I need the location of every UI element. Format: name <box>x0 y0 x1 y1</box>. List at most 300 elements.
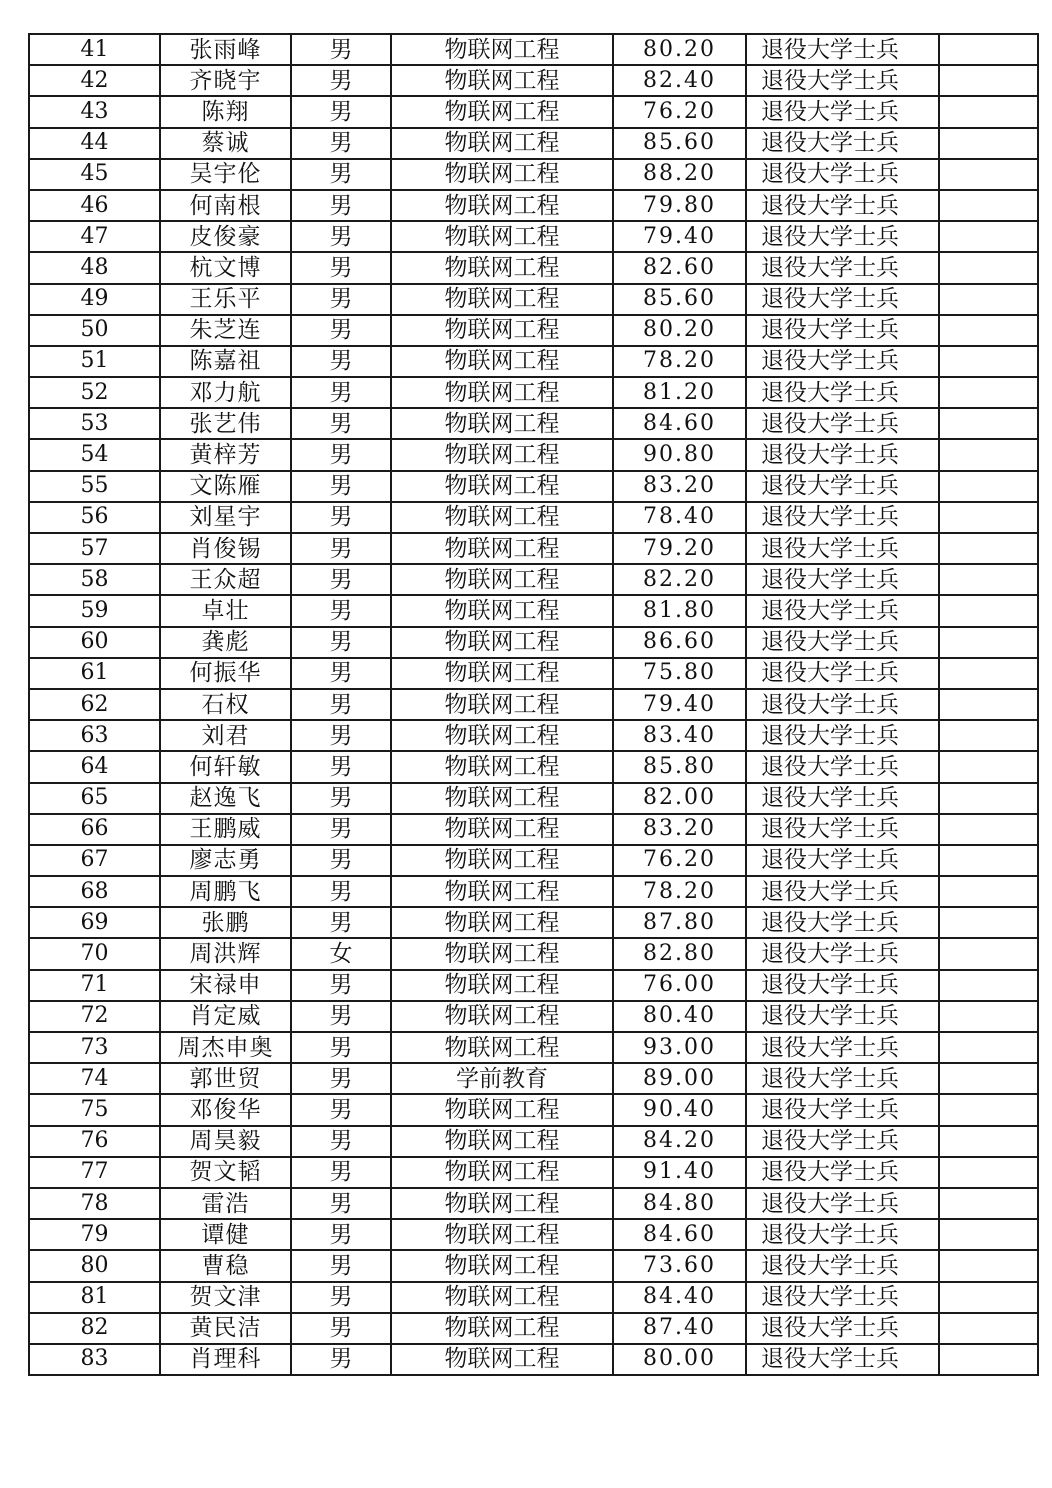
cell-category: 退役大学士兵 <box>746 658 939 689</box>
cell-category: 退役大学士兵 <box>746 1157 939 1188</box>
table-row <box>29 1313 1038 1344</box>
cell-number: 52 <box>29 377 160 408</box>
cell-name: 周杰申奥 <box>160 1032 291 1063</box>
cell-score: 80.00 <box>613 1344 746 1375</box>
cell-number: 64 <box>29 751 160 782</box>
cell-number: 48 <box>29 252 160 283</box>
cell-category: 退役大学士兵 <box>746 627 939 658</box>
cell-category: 退役大学士兵 <box>746 1001 939 1032</box>
cell-remark <box>939 1126 1038 1157</box>
cell-major: 物联网工程 <box>391 1001 613 1032</box>
table-row <box>29 1157 1038 1188</box>
cell-category: 退役大学士兵 <box>746 533 939 564</box>
cell-gender: 男 <box>291 1157 391 1188</box>
cell-score: 93.00 <box>613 1032 746 1063</box>
cell-number: 42 <box>29 65 160 96</box>
table-row <box>29 1188 1038 1219</box>
table-row <box>29 1250 1038 1281</box>
cell-major: 物联网工程 <box>391 471 613 502</box>
cell-number: 44 <box>29 128 160 159</box>
cell-number: 75 <box>29 1094 160 1125</box>
table-row <box>29 720 1038 751</box>
cell-name: 曹稳 <box>160 1250 291 1281</box>
cell-category: 退役大学士兵 <box>746 315 939 346</box>
table-row <box>29 1094 1038 1125</box>
cell-number: 67 <box>29 845 160 876</box>
cell-score: 85.60 <box>613 284 746 315</box>
cell-remark <box>939 689 1038 720</box>
cell-remark <box>939 439 1038 470</box>
cell-category: 退役大学士兵 <box>746 720 939 751</box>
cell-number: 47 <box>29 221 160 252</box>
table-row <box>29 159 1038 190</box>
cell-remark <box>939 96 1038 127</box>
cell-gender: 男 <box>291 814 391 845</box>
cell-score: 80.40 <box>613 1001 746 1032</box>
cell-category: 退役大学士兵 <box>746 689 939 720</box>
table-row <box>29 845 1038 876</box>
cell-number: 71 <box>29 970 160 1001</box>
cell-remark <box>939 190 1038 221</box>
cell-major: 物联网工程 <box>391 284 613 315</box>
cell-major: 物联网工程 <box>391 190 613 221</box>
cell-score: 83.20 <box>613 471 746 502</box>
cell-major: 物联网工程 <box>391 1126 613 1157</box>
cell-gender: 男 <box>291 1282 391 1313</box>
cell-score: 76.20 <box>613 845 746 876</box>
cell-category: 退役大学士兵 <box>746 938 939 969</box>
cell-number: 59 <box>29 595 160 626</box>
cell-gender: 男 <box>291 96 391 127</box>
table-row <box>29 783 1038 814</box>
cell-name: 肖定威 <box>160 1001 291 1032</box>
cell-name: 刘星宇 <box>160 502 291 533</box>
cell-gender: 男 <box>291 377 391 408</box>
cell-number: 68 <box>29 876 160 907</box>
cell-score: 88.20 <box>613 159 746 190</box>
cell-remark <box>939 1282 1038 1313</box>
cell-major: 物联网工程 <box>391 627 613 658</box>
cell-score: 84.60 <box>613 1219 746 1250</box>
cell-name: 齐晓宇 <box>160 65 291 96</box>
cell-category: 退役大学士兵 <box>746 190 939 221</box>
cell-category: 退役大学士兵 <box>746 65 939 96</box>
cell-gender: 男 <box>291 346 391 377</box>
cell-major: 物联网工程 <box>391 689 613 720</box>
cell-name: 肖俊锡 <box>160 533 291 564</box>
cell-remark <box>939 159 1038 190</box>
cell-remark <box>939 564 1038 595</box>
cell-major: 物联网工程 <box>391 970 613 1001</box>
cell-major: 物联网工程 <box>391 1344 613 1375</box>
cell-remark <box>939 315 1038 346</box>
cell-category: 退役大学士兵 <box>746 907 939 938</box>
table-row <box>29 439 1038 470</box>
cell-number: 82 <box>29 1313 160 1344</box>
roster-table-body <box>29 34 1038 1375</box>
cell-major: 物联网工程 <box>391 1032 613 1063</box>
table-row <box>29 564 1038 595</box>
cell-major: 物联网工程 <box>391 876 613 907</box>
cell-remark <box>939 1032 1038 1063</box>
cell-number: 53 <box>29 408 160 439</box>
cell-name: 陈嘉祖 <box>160 346 291 377</box>
cell-category: 退役大学士兵 <box>746 845 939 876</box>
cell-major: 物联网工程 <box>391 658 613 689</box>
cell-name: 王众超 <box>160 564 291 595</box>
cell-remark <box>939 627 1038 658</box>
cell-gender: 男 <box>291 751 391 782</box>
cell-gender: 男 <box>291 1126 391 1157</box>
cell-gender: 男 <box>291 1313 391 1344</box>
cell-number: 83 <box>29 1344 160 1375</box>
cell-name: 杭文博 <box>160 252 291 283</box>
cell-category: 退役大学士兵 <box>746 814 939 845</box>
cell-gender: 男 <box>291 1250 391 1281</box>
cell-name: 郭世贸 <box>160 1063 291 1094</box>
cell-score: 90.40 <box>613 1094 746 1125</box>
cell-score: 84.80 <box>613 1188 746 1219</box>
cell-category: 退役大学士兵 <box>746 439 939 470</box>
cell-remark <box>939 876 1038 907</box>
cell-remark <box>939 408 1038 439</box>
cell-name: 贺文津 <box>160 1282 291 1313</box>
cell-score: 90.80 <box>613 439 746 470</box>
table-row <box>29 876 1038 907</box>
cell-gender: 男 <box>291 159 391 190</box>
cell-name: 刘君 <box>160 720 291 751</box>
table-row <box>29 1032 1038 1063</box>
cell-gender: 男 <box>291 252 391 283</box>
cell-score: 83.20 <box>613 814 746 845</box>
cell-remark <box>939 346 1038 377</box>
cell-gender: 男 <box>291 845 391 876</box>
cell-remark <box>939 1094 1038 1125</box>
cell-major: 物联网工程 <box>391 159 613 190</box>
cell-major: 物联网工程 <box>391 783 613 814</box>
cell-category: 退役大学士兵 <box>746 252 939 283</box>
cell-name: 周洪辉 <box>160 938 291 969</box>
cell-gender: 男 <box>291 970 391 1001</box>
cell-remark <box>939 751 1038 782</box>
cell-major: 物联网工程 <box>391 502 613 533</box>
table-row <box>29 970 1038 1001</box>
cell-name: 何南根 <box>160 190 291 221</box>
cell-score: 76.20 <box>613 96 746 127</box>
cell-remark <box>939 1313 1038 1344</box>
cell-remark <box>939 502 1038 533</box>
cell-category: 退役大学士兵 <box>746 159 939 190</box>
cell-major: 物联网工程 <box>391 439 613 470</box>
cell-number: 80 <box>29 1250 160 1281</box>
cell-name: 周昊毅 <box>160 1126 291 1157</box>
cell-gender: 男 <box>291 284 391 315</box>
cell-score: 87.40 <box>613 1313 746 1344</box>
cell-gender: 男 <box>291 720 391 751</box>
cell-major: 物联网工程 <box>391 1313 613 1344</box>
cell-score: 76.00 <box>613 970 746 1001</box>
cell-gender: 男 <box>291 221 391 252</box>
cell-major: 物联网工程 <box>391 720 613 751</box>
cell-name: 陈翔 <box>160 96 291 127</box>
cell-name: 吴宇伦 <box>160 159 291 190</box>
table-row <box>29 689 1038 720</box>
cell-number: 63 <box>29 720 160 751</box>
cell-remark <box>939 252 1038 283</box>
cell-score: 79.40 <box>613 689 746 720</box>
cell-score: 84.40 <box>613 1282 746 1313</box>
cell-number: 51 <box>29 346 160 377</box>
cell-number: 60 <box>29 627 160 658</box>
cell-name: 肖理科 <box>160 1344 291 1375</box>
cell-name: 邓力航 <box>160 377 291 408</box>
cell-category: 退役大学士兵 <box>746 1250 939 1281</box>
cell-remark <box>939 938 1038 969</box>
cell-name: 文陈雁 <box>160 471 291 502</box>
cell-remark <box>939 1063 1038 1094</box>
cell-category: 退役大学士兵 <box>746 377 939 408</box>
cell-remark <box>939 720 1038 751</box>
cell-gender: 男 <box>291 876 391 907</box>
cell-major: 物联网工程 <box>391 1250 613 1281</box>
cell-category: 退役大学士兵 <box>746 221 939 252</box>
cell-gender: 男 <box>291 689 391 720</box>
cell-number: 55 <box>29 471 160 502</box>
table-row <box>29 595 1038 626</box>
cell-gender: 男 <box>291 907 391 938</box>
cell-category: 退役大学士兵 <box>746 1094 939 1125</box>
cell-name: 赵逸飞 <box>160 783 291 814</box>
cell-major: 物联网工程 <box>391 221 613 252</box>
cell-category: 退役大学士兵 <box>746 34 939 65</box>
cell-name: 雷浩 <box>160 1188 291 1219</box>
cell-number: 41 <box>29 34 160 65</box>
cell-name: 宋禄申 <box>160 970 291 1001</box>
cell-gender: 男 <box>291 1032 391 1063</box>
cell-remark <box>939 1001 1038 1032</box>
cell-number: 78 <box>29 1188 160 1219</box>
cell-number: 70 <box>29 938 160 969</box>
cell-gender: 男 <box>291 627 391 658</box>
cell-name: 邓俊华 <box>160 1094 291 1125</box>
cell-remark <box>939 814 1038 845</box>
cell-remark <box>939 970 1038 1001</box>
cell-name: 石权 <box>160 689 291 720</box>
cell-score: 75.80 <box>613 658 746 689</box>
cell-remark <box>939 595 1038 626</box>
cell-name: 何轩敏 <box>160 751 291 782</box>
cell-name: 张鹏 <box>160 907 291 938</box>
table-row <box>29 1126 1038 1157</box>
cell-score: 82.60 <box>613 252 746 283</box>
cell-major: 物联网工程 <box>391 907 613 938</box>
cell-major: 物联网工程 <box>391 1094 613 1125</box>
cell-number: 58 <box>29 564 160 595</box>
cell-number: 56 <box>29 502 160 533</box>
cell-score: 89.00 <box>613 1063 746 1094</box>
cell-gender: 男 <box>291 1219 391 1250</box>
cell-category: 退役大学士兵 <box>746 408 939 439</box>
table-row <box>29 34 1038 65</box>
cell-category: 退役大学士兵 <box>746 1032 939 1063</box>
table-row <box>29 751 1038 782</box>
cell-major: 物联网工程 <box>391 65 613 96</box>
cell-name: 朱芝连 <box>160 315 291 346</box>
cell-category: 退役大学士兵 <box>746 1313 939 1344</box>
cell-major: 物联网工程 <box>391 533 613 564</box>
cell-score: 91.40 <box>613 1157 746 1188</box>
cell-gender: 男 <box>291 408 391 439</box>
table-row <box>29 1219 1038 1250</box>
cell-score: 78.20 <box>613 346 746 377</box>
cell-name: 张雨峰 <box>160 34 291 65</box>
cell-number: 66 <box>29 814 160 845</box>
cell-category: 退役大学士兵 <box>746 1282 939 1313</box>
cell-major: 物联网工程 <box>391 96 613 127</box>
table-row <box>29 96 1038 127</box>
cell-category: 退役大学士兵 <box>746 1344 939 1375</box>
table-row <box>29 502 1038 533</box>
table-row <box>29 471 1038 502</box>
cell-number: 46 <box>29 190 160 221</box>
cell-name: 王鹏威 <box>160 814 291 845</box>
cell-major: 物联网工程 <box>391 564 613 595</box>
cell-score: 82.40 <box>613 65 746 96</box>
roster-table <box>28 33 1039 1376</box>
cell-major: 物联网工程 <box>391 595 613 626</box>
cell-name: 张艺伟 <box>160 408 291 439</box>
cell-remark <box>939 845 1038 876</box>
cell-name: 贺文韬 <box>160 1157 291 1188</box>
cell-number: 50 <box>29 315 160 346</box>
cell-gender: 男 <box>291 315 391 346</box>
cell-gender: 男 <box>291 564 391 595</box>
cell-category: 退役大学士兵 <box>746 128 939 159</box>
cell-category: 退役大学士兵 <box>746 284 939 315</box>
table-row <box>29 346 1038 377</box>
cell-number: 54 <box>29 439 160 470</box>
cell-major: 物联网工程 <box>391 1188 613 1219</box>
cell-major: 物联网工程 <box>391 751 613 782</box>
cell-category: 退役大学士兵 <box>746 1063 939 1094</box>
cell-major: 物联网工程 <box>391 377 613 408</box>
cell-remark <box>939 1188 1038 1219</box>
cell-gender: 男 <box>291 34 391 65</box>
cell-name: 周鹏飞 <box>160 876 291 907</box>
cell-number: 62 <box>29 689 160 720</box>
cell-score: 79.20 <box>613 533 746 564</box>
table-row <box>29 315 1038 346</box>
cell-name: 卓壮 <box>160 595 291 626</box>
cell-gender: 男 <box>291 65 391 96</box>
cell-name: 廖志勇 <box>160 845 291 876</box>
cell-gender: 男 <box>291 128 391 159</box>
cell-major: 物联网工程 <box>391 346 613 377</box>
cell-score: 84.60 <box>613 408 746 439</box>
cell-major: 物联网工程 <box>391 315 613 346</box>
cell-remark <box>939 1219 1038 1250</box>
cell-category: 退役大学士兵 <box>746 783 939 814</box>
cell-number: 74 <box>29 1063 160 1094</box>
cell-category: 退役大学士兵 <box>746 564 939 595</box>
cell-number: 79 <box>29 1219 160 1250</box>
cell-remark <box>939 221 1038 252</box>
cell-category: 退役大学士兵 <box>746 1188 939 1219</box>
table-row <box>29 128 1038 159</box>
cell-category: 退役大学士兵 <box>746 346 939 377</box>
cell-number: 57 <box>29 533 160 564</box>
cell-score: 87.80 <box>613 907 746 938</box>
table-row <box>29 627 1038 658</box>
cell-remark <box>939 1157 1038 1188</box>
cell-category: 退役大学士兵 <box>746 876 939 907</box>
cell-gender: 男 <box>291 1094 391 1125</box>
cell-category: 退役大学士兵 <box>746 1126 939 1157</box>
cell-number: 45 <box>29 159 160 190</box>
cell-major: 物联网工程 <box>391 814 613 845</box>
cell-score: 73.60 <box>613 1250 746 1281</box>
cell-category: 退役大学士兵 <box>746 96 939 127</box>
cell-gender: 男 <box>291 658 391 689</box>
table-row <box>29 938 1038 969</box>
cell-number: 81 <box>29 1282 160 1313</box>
table-row <box>29 284 1038 315</box>
cell-gender: 女 <box>291 938 391 969</box>
cell-score: 86.60 <box>613 627 746 658</box>
cell-score: 81.20 <box>613 377 746 408</box>
cell-gender: 男 <box>291 595 391 626</box>
cell-gender: 男 <box>291 783 391 814</box>
cell-gender: 男 <box>291 471 391 502</box>
cell-remark <box>939 1344 1038 1375</box>
table-row <box>29 1063 1038 1094</box>
cell-name: 蔡诚 <box>160 128 291 159</box>
cell-name: 皮俊豪 <box>160 221 291 252</box>
cell-name: 王乐平 <box>160 284 291 315</box>
cell-major: 物联网工程 <box>391 252 613 283</box>
cell-remark <box>939 284 1038 315</box>
table-row <box>29 408 1038 439</box>
cell-score: 83.40 <box>613 720 746 751</box>
cell-name: 黄民洁 <box>160 1313 291 1344</box>
cell-major: 物联网工程 <box>391 128 613 159</box>
cell-score: 79.80 <box>613 190 746 221</box>
cell-gender: 男 <box>291 533 391 564</box>
cell-category: 退役大学士兵 <box>746 471 939 502</box>
cell-category: 退役大学士兵 <box>746 751 939 782</box>
table-row <box>29 1344 1038 1375</box>
table-row <box>29 1001 1038 1032</box>
cell-score: 79.40 <box>613 221 746 252</box>
cell-major: 物联网工程 <box>391 1219 613 1250</box>
cell-major: 物联网工程 <box>391 938 613 969</box>
table-row <box>29 658 1038 689</box>
cell-gender: 男 <box>291 1063 391 1094</box>
cell-score: 80.20 <box>613 34 746 65</box>
cell-number: 49 <box>29 284 160 315</box>
cell-score: 85.80 <box>613 751 746 782</box>
cell-gender: 男 <box>291 190 391 221</box>
cell-number: 76 <box>29 1126 160 1157</box>
table-row <box>29 814 1038 845</box>
cell-major: 物联网工程 <box>391 845 613 876</box>
cell-remark <box>939 34 1038 65</box>
cell-gender: 男 <box>291 1188 391 1219</box>
cell-major: 物联网工程 <box>391 408 613 439</box>
cell-number: 77 <box>29 1157 160 1188</box>
cell-number: 72 <box>29 1001 160 1032</box>
cell-major: 物联网工程 <box>391 34 613 65</box>
